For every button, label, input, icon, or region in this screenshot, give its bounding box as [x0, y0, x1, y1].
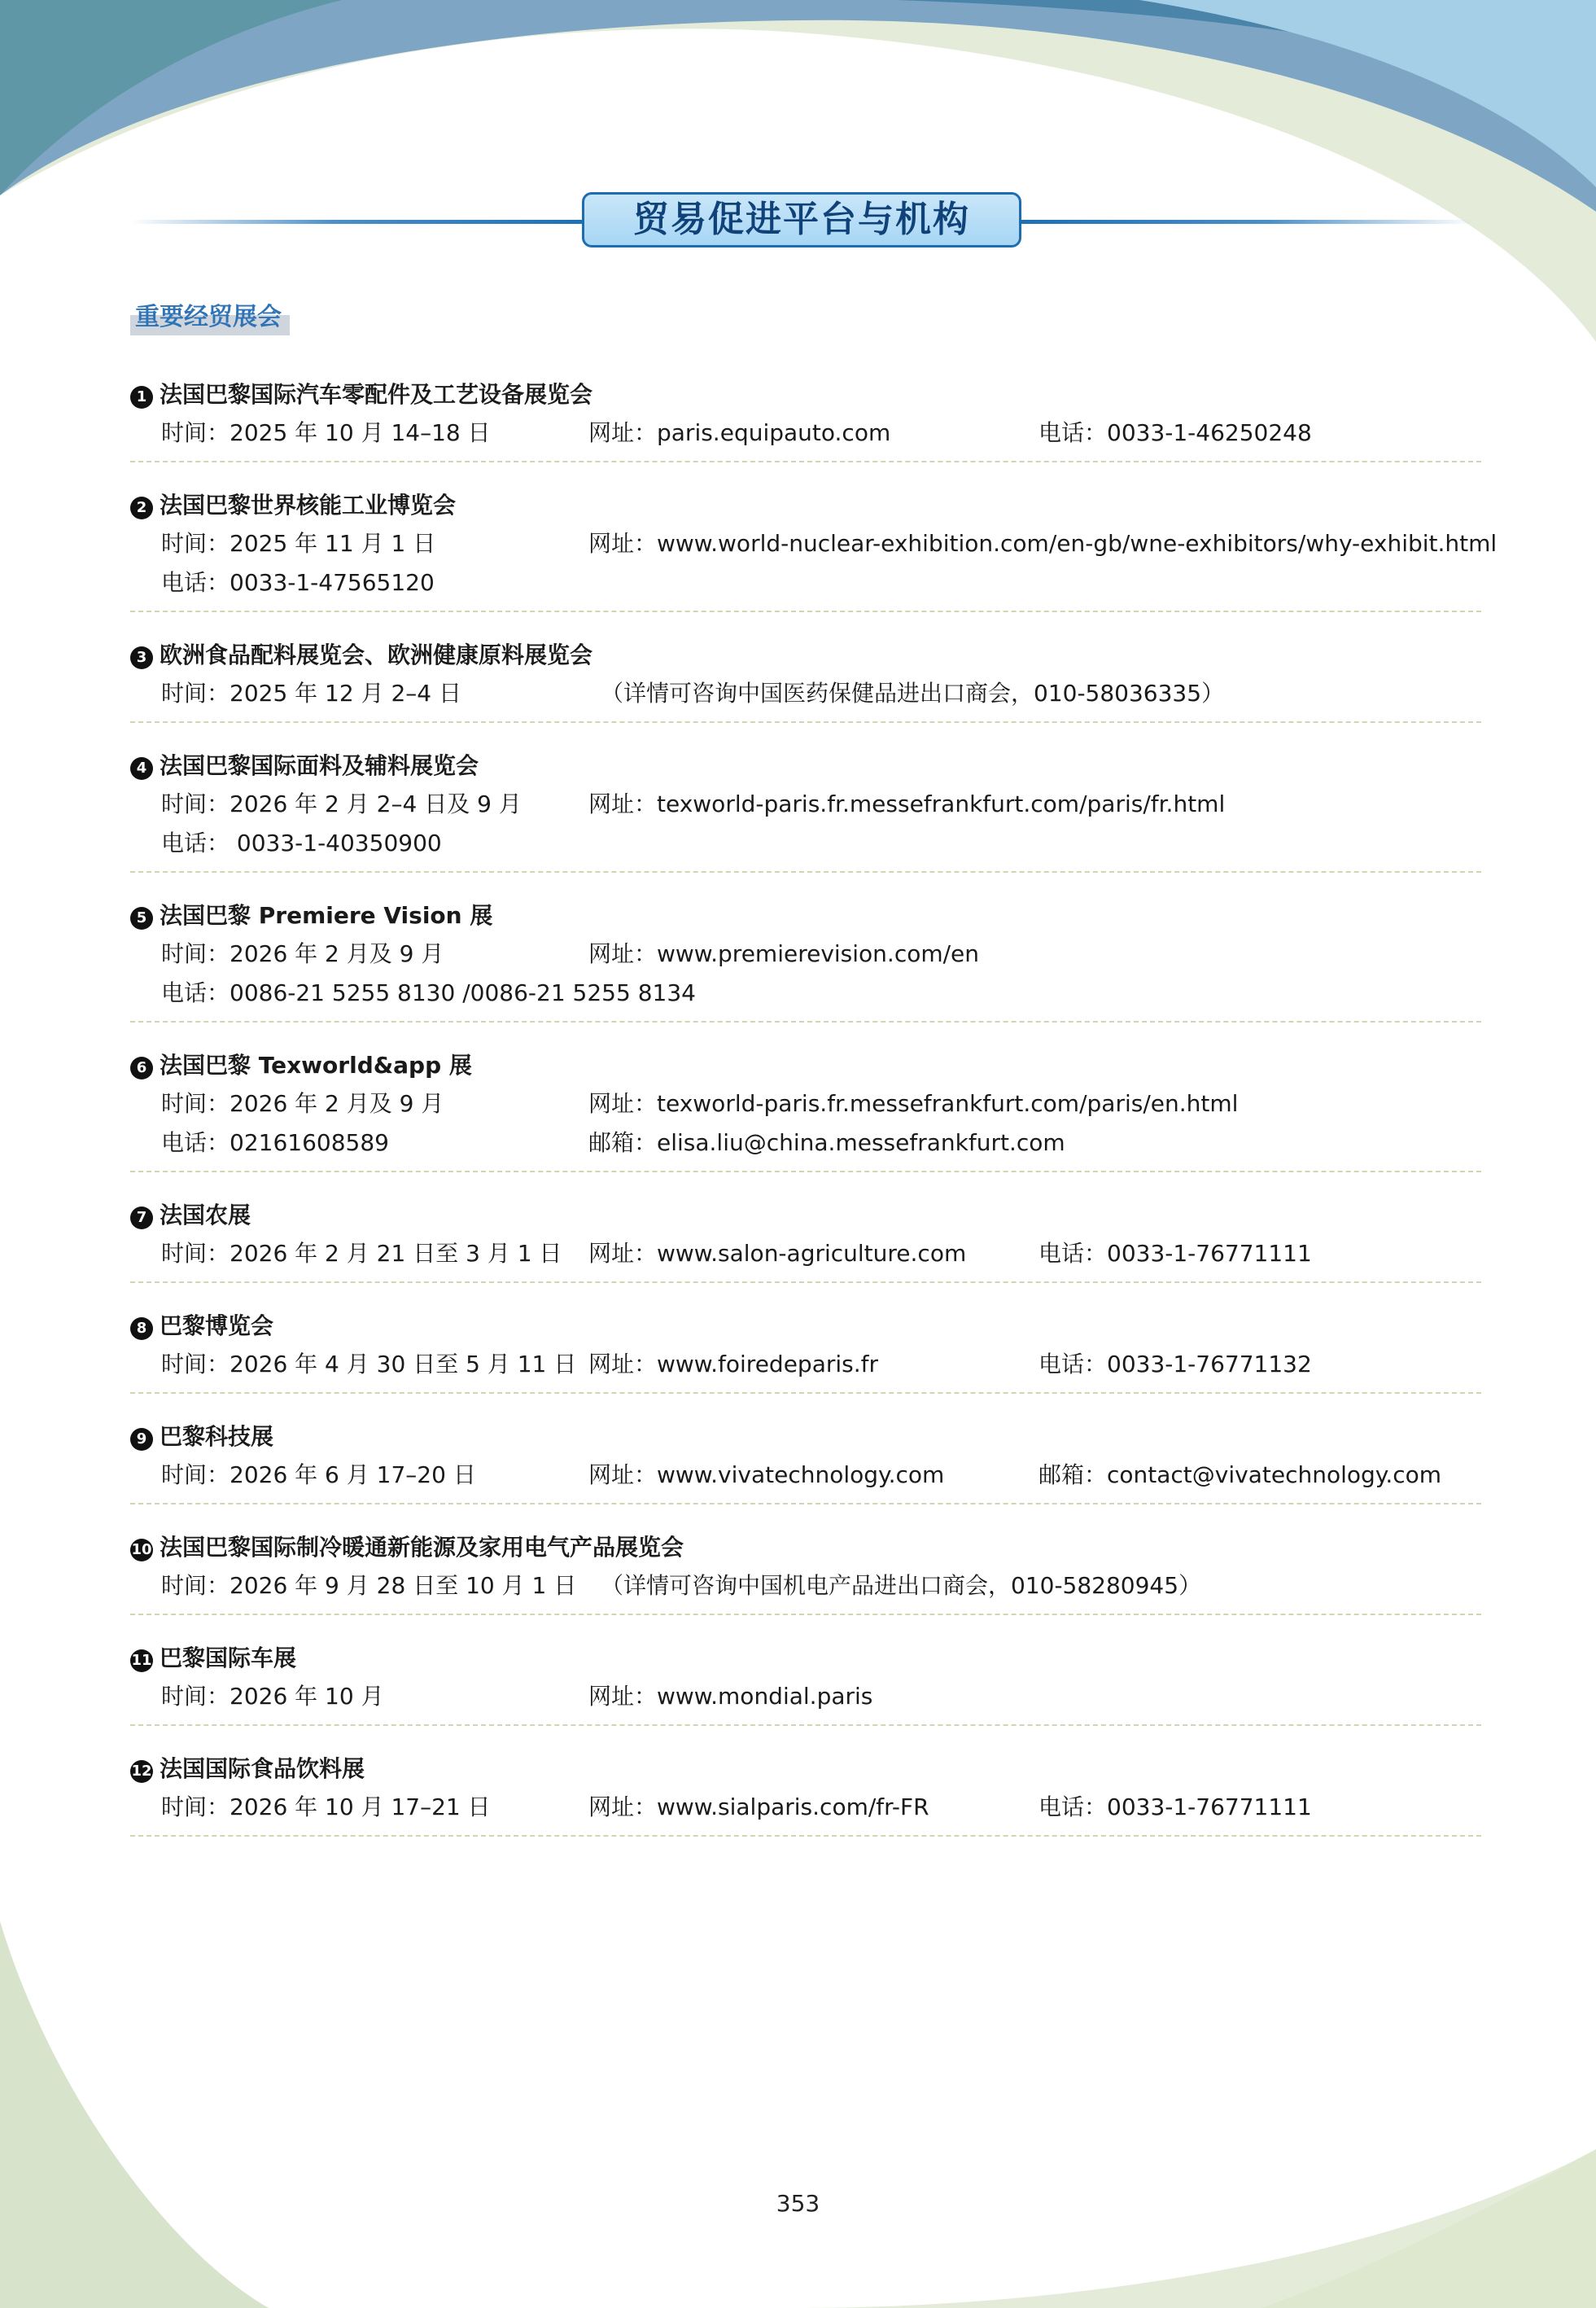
date-field: 时间：2026 年 9 月 28 日至 10 月 1 日: [161, 1572, 577, 1599]
entry-number-badge: 12: [130, 1760, 153, 1783]
detail-line: [130, 824, 1481, 863]
email-field: 邮箱：contact@vivatechnology.com: [1038, 1461, 1442, 1488]
website-link[interactable]: 网址：www.mondial.paris: [588, 1683, 873, 1710]
date-field: 时间：2025 年 12 月 2–4 日: [161, 680, 462, 707]
exhibition-title-text: 法国巴黎 Texworld&app 展: [160, 1052, 472, 1079]
exhibition-title: [130, 1750, 1481, 1788]
date-field: 时间：2025 年 10 月 14–18 日: [161, 419, 491, 446]
list-item: [130, 1529, 1481, 1615]
consult-note: （详情可咨询中国医药保健品进出口商会，010-58036335）: [601, 680, 1225, 707]
entry-number-badge: 11: [130, 1649, 153, 1672]
date-field: 时间：2026 年 6 月 17–20 日: [161, 1461, 476, 1488]
exhibition-title-text: 巴黎国际车展: [160, 1645, 297, 1671]
consult-note: （详情可咨询中国机电产品进出口商会，010-58280945）: [601, 1572, 1202, 1599]
date-field: 时间：2025 年 11 月 1 日: [161, 530, 436, 557]
list-item: [130, 747, 1481, 873]
entry-number-badge: 10: [130, 1539, 153, 1561]
entry-number-badge: 6: [130, 1057, 153, 1080]
exhibition-title-text: 巴黎科技展: [160, 1423, 274, 1450]
entry-number-badge: 4: [130, 757, 153, 780]
detail-line: [130, 1084, 1481, 1123]
website-link[interactable]: 网址：paris.equipauto.com: [588, 419, 891, 446]
exhibition-list: [130, 376, 1498, 1861]
section-heading: 重要经贸展会: [130, 295, 290, 335]
date-field: 时间：2026 年 10 月 17–21 日: [161, 1793, 491, 1820]
detail-line: [130, 524, 1498, 563]
date-field: 时间：2026 年 10 月: [161, 1683, 384, 1710]
exhibition-title-text: 欧洲食品配料展览会、欧洲健康原料展览会: [160, 642, 593, 668]
website-link[interactable]: 网址：texworld-paris.fr.messefrankfurt.com/paris/fr.html: [588, 791, 1226, 817]
list-item: [130, 376, 1481, 462]
detail-line: [130, 563, 1481, 602]
phone-field: 电话：0033-1-47565120: [161, 569, 435, 596]
exhibition-title: [130, 487, 1481, 524]
date-field: 时间：2026 年 2 月 2–4 日及 9 月: [161, 791, 522, 817]
detail-line: [130, 414, 1481, 453]
website-link[interactable]: 网址：www.salon-agriculture.com: [588, 1240, 967, 1267]
exhibition-title-text: 法国国际食品饮料展: [160, 1755, 365, 1782]
list-item: [130, 1307, 1481, 1394]
phone-field: 电话：0033-1-76771132: [1038, 1351, 1312, 1377]
list-item: [130, 1750, 1481, 1837]
entry-number-badge: 1: [130, 386, 153, 409]
banner-rule-left: [130, 220, 586, 224]
exhibition-title-text: 法国巴黎世界核能工业博览会: [160, 492, 457, 519]
exhibition-title: [130, 376, 1481, 414]
entry-number-badge: 9: [130, 1428, 153, 1451]
phone-field: 电话：0033-1-46250248: [1038, 419, 1312, 446]
website-link[interactable]: 网址：www.foiredeparis.fr: [588, 1351, 879, 1377]
website-link[interactable]: 网址：www.sialparis.com/fr-FR: [588, 1793, 929, 1820]
page-title: 贸易促进平台与机构: [582, 192, 1021, 247]
phone-field: 电话： 0033-1-40350900: [161, 830, 442, 856]
exhibition-title: [130, 1047, 1481, 1084]
email-field: 邮箱：elisa.liu@china.messefrankfurt.com: [588, 1129, 1065, 1156]
detail-line: [130, 1788, 1481, 1827]
page-title-banner: [130, 192, 1473, 251]
date-field: 时间：2026 年 4 月 30 日至 5 月 11 日: [161, 1351, 577, 1377]
exhibition-title-text: 巴黎博览会: [160, 1312, 274, 1339]
date-field: 时间：2026 年 2 月及 9 月: [161, 940, 444, 967]
exhibition-title-text: 法国巴黎国际制冷暖通新能源及家用电气产品展览会: [160, 1534, 684, 1561]
website-link[interactable]: 网址：www.world-nuclear-exhibition.com/en-gb/wne-exhibitors/why-exhibit.html: [588, 530, 1498, 557]
entry-number-badge: 8: [130, 1317, 153, 1340]
date-field: 时间：2026 年 2 月及 9 月: [161, 1090, 444, 1117]
detail-line: [130, 1677, 1481, 1716]
detail-line: [130, 1123, 1481, 1163]
website-link[interactable]: 网址：www.premierevision.com/en: [588, 940, 980, 967]
list-item: [130, 1640, 1481, 1726]
list-item: [130, 1197, 1481, 1283]
entry-number-badge: 7: [130, 1207, 153, 1229]
phone-field: 电话：02161608589: [161, 1129, 389, 1156]
entry-number-badge: 3: [130, 646, 153, 669]
exhibition-title: [130, 1640, 1481, 1677]
exhibition-title: [130, 1307, 1481, 1345]
detail-line: [130, 1456, 1481, 1495]
list-item: [130, 487, 1498, 612]
banner-rule-right: [1017, 220, 1473, 224]
list-item: [130, 1418, 1481, 1504]
exhibition-title: [130, 897, 1481, 935]
phone-field: 电话：0086-21 5255 8130 /0086-21 5255 8134: [161, 979, 696, 1006]
exhibition-title-text: 法国巴黎国际汽车零配件及工艺设备展览会: [160, 381, 593, 408]
website-link[interactable]: 网址：texworld-paris.fr.messefrankfurt.com/paris/en.html: [588, 1090, 1239, 1117]
exhibition-title: [130, 747, 1481, 785]
phone-field: 电话：0033-1-76771111: [1038, 1240, 1312, 1267]
detail-line: [130, 1345, 1481, 1384]
entry-number-badge: 2: [130, 497, 153, 519]
entry-number-badge: 5: [130, 907, 153, 930]
exhibition-title: [130, 1418, 1481, 1456]
phone-field: 电话：0033-1-76771111: [1038, 1793, 1312, 1820]
exhibition-title: [130, 1529, 1481, 1566]
list-item: [130, 1047, 1481, 1172]
exhibition-title-text: 法国巴黎国际面料及辅料展览会: [160, 752, 479, 779]
detail-line: [130, 974, 1481, 1013]
date-field: 时间：2026 年 2 月 21 日至 3 月 1 日: [161, 1240, 562, 1267]
detail-line: [130, 785, 1481, 824]
list-item: [130, 897, 1481, 1023]
exhibition-title: [130, 1197, 1481, 1234]
exhibition-title-text: 法国农展: [160, 1202, 251, 1228]
detail-line: [130, 1566, 1481, 1605]
list-item: [130, 637, 1481, 723]
detail-line: [130, 674, 1481, 713]
exhibition-title: [130, 637, 1481, 674]
detail-line: [130, 935, 1481, 974]
exhibition-title-text: 法国巴黎 Premiere Vision 展: [160, 902, 493, 929]
page-number: 353: [776, 2190, 820, 2217]
website-link[interactable]: 网址：www.vivatechnology.com: [588, 1461, 945, 1488]
detail-line: [130, 1234, 1481, 1273]
